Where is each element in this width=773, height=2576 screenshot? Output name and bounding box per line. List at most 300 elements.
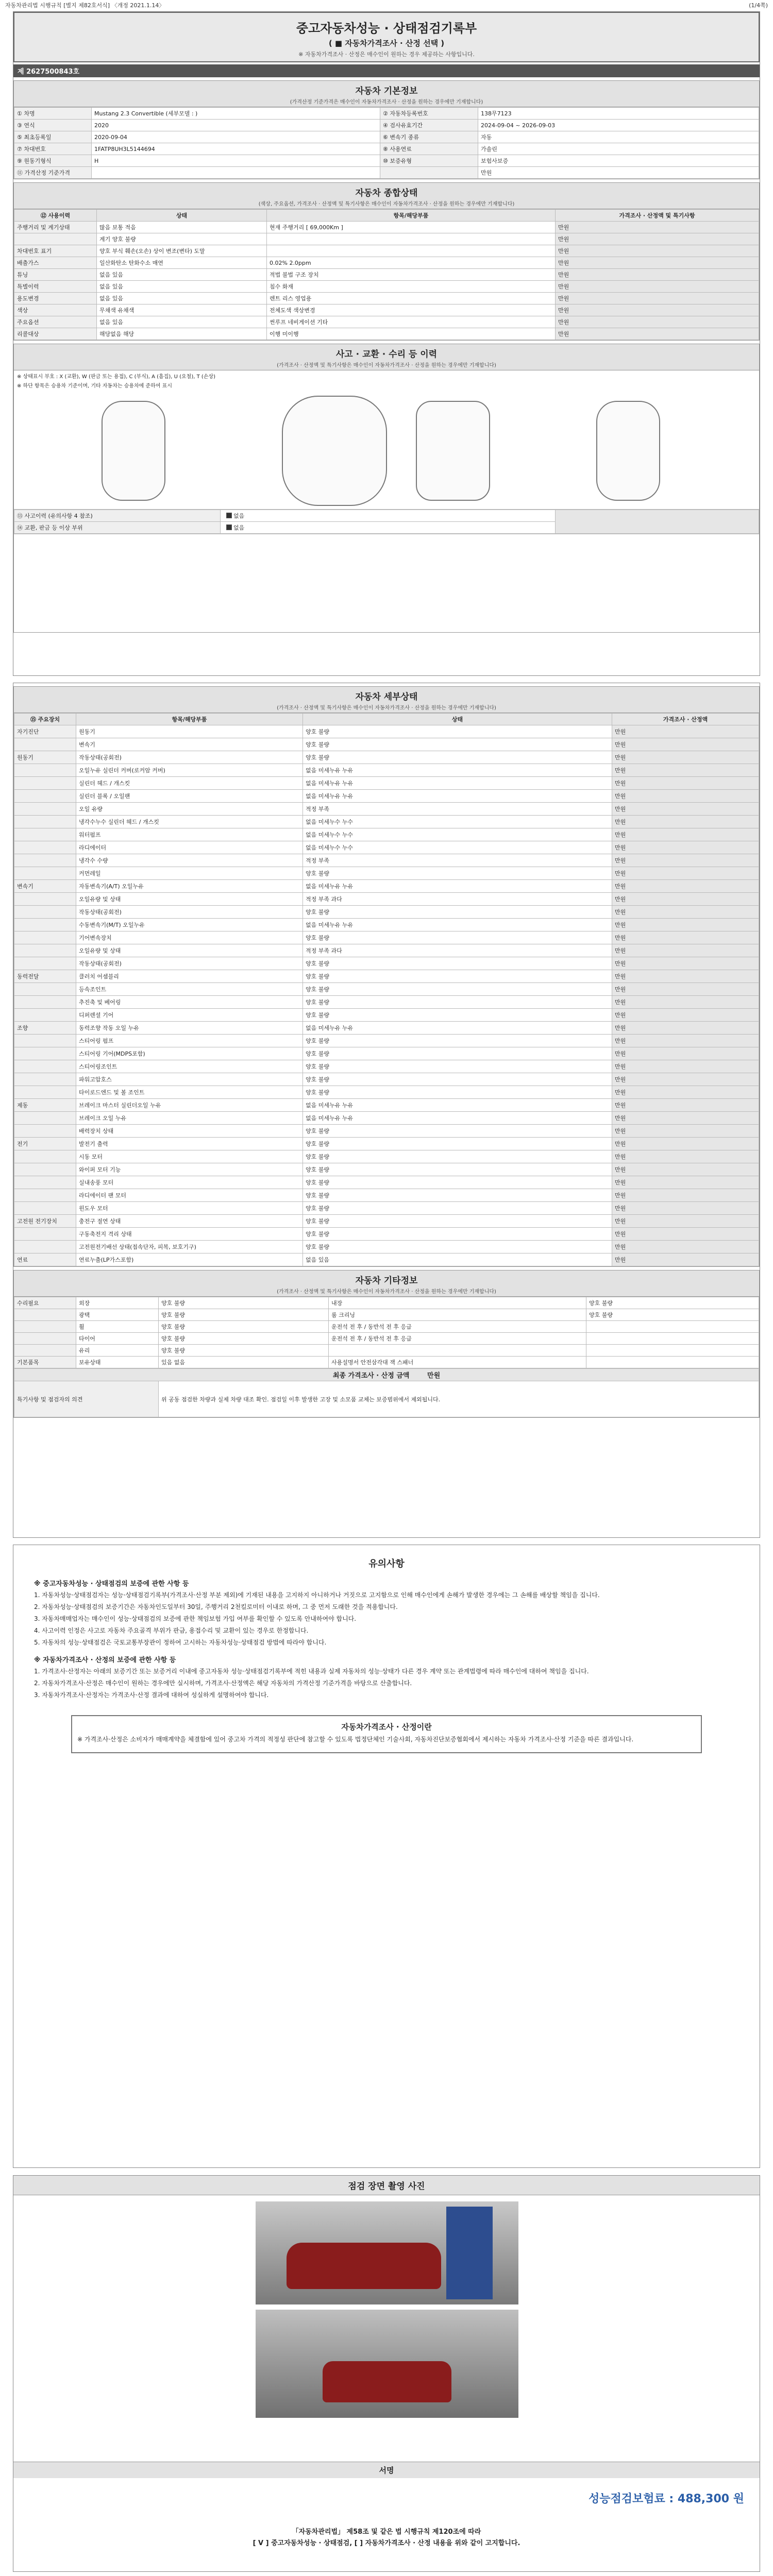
basic-info-row [14,131,759,143]
detail-cell: 만원 [612,919,759,931]
accident-history-label: ⑬ 사고이력 (유의사항 4 참조) [14,510,221,522]
detail-cell: 양호 불량 [303,867,612,880]
note-item: 5. 자동차의 성능·상태점검은 국토교통부장관이 정하여 고시하는 자동차성능·상태점검 방법에 따라야 합니다. [34,1639,327,1646]
summary-cell: 리콜대상 [14,328,97,340]
rear-inspection-photo [256,2310,518,2418]
page-2 [13,683,760,1538]
summary-header: 상태 [97,210,267,222]
detail-cell [14,828,76,841]
detail-cell: 윈도우 모터 [76,1202,303,1215]
other-cell: 광택 [76,1309,159,1321]
detail-cell [14,1202,76,1215]
detail-row [14,1176,759,1189]
detail-row [14,983,759,996]
other-row [14,1321,759,1333]
detail-cell: 만원 [612,841,759,854]
detail-cell: 만원 [612,957,759,970]
detail-cell: 스티어링 기어(MDPS포함) [76,1047,303,1060]
detail-cell: 만원 [612,751,759,764]
detail-cell: 양호 불량 [303,931,612,944]
document-number: 제 2627500843호 [13,64,760,77]
basic-info-cell: ① 차명 [14,108,92,120]
basic-info-row [14,143,759,155]
summary-cell: 해당없음 해당 [97,328,267,340]
summary-cell: 주행거리 및 계기상태 [14,222,97,233]
other-cell: 내장 [329,1297,586,1309]
detail-cell: 제동 [14,1099,76,1112]
detail-cell: 디퍼렌셜 기어 [76,1009,303,1022]
detail-row [14,1022,759,1035]
basic-info-cell: ⑤ 최초등록일 [14,131,92,143]
summary-cell: 만원 [556,293,759,304]
form-header-left: 자동차관리법 시행규칙 [별지 제82호서식] 〈개정 2021.1.14〉 [5,2,165,9]
detail-cell: 변속기 [76,738,303,751]
detail-cell [14,1176,76,1189]
detail-cell: 라디에이터 [76,841,303,854]
page-indicator: (1/4쪽) [749,2,768,9]
detail-row [14,1138,759,1150]
note-item: 1. 가격조사·산정자는 아래의 보증기간 또는 보증거리 이내에 중고자동차 성능·상태점검기록부에 적힌 내용과 실제 자동차의 성능·상태가 다른 경우 계약 또는 관계법령에 따라 매수인에 대하여 책임을 집니다. [34,1668,589,1675]
page-3 [13,1545,760,2168]
detail-cell: 없음 미세누유 누유 [303,1022,612,1035]
summary-header: 가격조사 · 산정액 및 특기사항 [556,210,759,222]
detail-cell: 양호 불량 [303,1202,612,1215]
detail-cell [14,996,76,1009]
document-title: 중고자동차성능 · 상태점검기록부 [296,21,477,36]
other-cell: 외장 [76,1297,159,1309]
detail-cell: 양호 불량 [303,1035,612,1047]
detail-cell [14,816,76,828]
detail-cell: 만원 [612,1060,759,1073]
other-cell [586,1333,759,1345]
summary-cell: 만원 [556,269,759,281]
summary-cell: 양호 부식 훼손(오손) 상이 변조(변타) 도말 [97,245,267,257]
detail-cell: 작동상태(공회전) [76,751,303,764]
detail-cell: 양호 불량 [303,1060,612,1073]
other-cell: 양호 불량 [586,1297,759,1309]
detail-cell [14,931,76,944]
detail-cell: 적정 부족 [303,803,612,816]
summary-row [14,269,759,281]
summary-cell: 용도변경 [14,293,97,304]
other-cell [14,1345,76,1357]
detail-cell [14,1228,76,1241]
detail-cell: 만원 [612,790,759,803]
detail-row [14,841,759,854]
summary-row [14,328,759,340]
summary-cell: 만원 [556,233,759,245]
summary-cell: 0.02% 2.0ppm [267,257,556,269]
detail-cell: 양호 불량 [303,751,612,764]
detail-row [14,957,759,970]
detail-cell: 자기진단 [14,725,76,738]
detail-cell: 조향 [14,1022,76,1035]
summary-row [14,316,759,328]
summary-cell: 없음 있음 [97,281,267,293]
detail-cell [14,1150,76,1163]
detail-cell: 만원 [612,1150,759,1163]
detail-row [14,764,759,777]
detail-cell: 만원 [612,867,759,880]
detail-row [14,1215,759,1228]
detail-cell: 양호 불량 [303,983,612,996]
price-info-box-title: 자동차가격조사 · 산정이란 [341,1722,432,1732]
detail-row [14,1099,759,1112]
detail-row [14,1073,759,1086]
detail-cell [14,893,76,906]
detail-row [14,880,759,893]
detail-cell: 없음 미세누유 누유 [303,777,612,790]
page-4 [13,2175,760,2572]
summary-cell [267,245,556,257]
detail-cell: 만원 [612,996,759,1009]
summary-cell: 없음 있음 [97,293,267,304]
detail-cell: 자동변속기(A/T) 오일누유 [76,880,303,893]
summary-cell: 이행 미이행 [267,328,556,340]
car-side-right-diagram [596,401,660,501]
detail-cell: 양호 불량 [303,1163,612,1176]
basic-info-title: 자동차 기본정보 [355,86,418,96]
detail-cell: 만원 [612,931,759,944]
detail-cell: 양호 불량 [303,1125,612,1138]
detail-cell: 워터펌프 [76,828,303,841]
summary-cell: 없음 있음 [97,269,267,281]
summary-cell: 적법 불법 구조 장치 [267,269,556,281]
detail-cell: 만원 [612,1022,759,1035]
detail-cell: 구동축전지 격리 상태 [76,1228,303,1241]
detail-cell: 적정 부족 [303,854,612,867]
detail-cell: 파워고압호스 [76,1073,303,1086]
detail-header: 항목/해당부품 [76,714,303,725]
detail-row [14,1009,759,1022]
detail-header: ⑮ 주요장치 [14,714,76,725]
basic-info-section [13,80,760,179]
detail-cell: 고전원 전기장치 [14,1215,76,1228]
detail-cell: 없음 미세누수 누수 [303,816,612,828]
detail-cell: 만원 [612,1009,759,1022]
detail-cell: 등속조인트 [76,983,303,996]
detail-row [14,1202,759,1215]
other-cell: 기본품목 [14,1357,76,1368]
other-cell: 운전석 전 후 / 동반석 전 후 응급 [329,1333,586,1345]
basic-info-cell: ⑨ 원동기형식 [14,155,92,167]
basic-info-table [14,107,759,179]
summary-cell: 색상 [14,304,97,316]
other-title: 자동차 기타정보 [355,1276,418,1286]
summary-cell: 현재 주행거리 [ 69,000Km ] [267,222,556,233]
detail-cell: 기어변속장치 [76,931,303,944]
price-info-box-text: ※ 가격조사·산정은 소비자가 매매계약을 체결함에 있어 중고차 가격의 적정성 판단에 참고할 수 있도록 법정단체인 기술사회, 자동차진단보증협회에서 제시하는 자동차 가격조사·산정 기준을 따른 결과입니다. [77,1736,634,1743]
detail-cell: 양호 불량 [303,1150,612,1163]
other-cell: 수리필요 [14,1297,76,1309]
detail-cell: 적정 부족 과다 [303,944,612,957]
detail-cell: 오일유량 및 상태 [76,944,303,957]
detail-cell: 없음 미세누유 누유 [303,880,612,893]
detail-cell: 만원 [612,854,759,867]
other-cell [14,1333,76,1345]
other-cell: 룸 크리닝 [329,1309,586,1321]
summary-cell: 차대번호 표기 [14,245,97,257]
other-cell: 양호 불량 [159,1333,329,1345]
detail-cell: 양호 불량 [303,1176,612,1189]
other-note: (가격조사 · 산정액 및 특기사항은 매수인이 자동차가격조사 · 산정을 원하는 경우에만 기재합니다) [277,1289,496,1295]
accident-history-value: 없음 [221,510,556,522]
detail-cell: 만원 [612,777,759,790]
detail-cell: 없음 있음 [303,1253,612,1266]
detail-row [14,919,759,931]
other-cell: 양호 불량 [159,1309,329,1321]
form-header [5,1,768,9]
document-subtitle: ( ■ 자동차가격조사 · 산정 선택 ) [328,39,445,48]
car-top-diagram [282,396,387,506]
other-cell: 양호 불량 [159,1321,329,1333]
detail-cell: 고전원전기배선 상태(접속단자, 피복, 보호기구) [76,1241,303,1253]
note-item: 3. 자동차가격조사·산정자는 가격조사·산정 결과에 대하여 성실하게 설명하여야 합니다. [34,1691,269,1699]
detail-cell: 만원 [612,816,759,828]
detail-title: 자동차 세부상태 [355,692,418,702]
detail-cell: 만원 [612,725,759,738]
detail-cell: 만원 [612,1163,759,1176]
other-cell [14,1321,76,1333]
summary-cell: 만원 [556,281,759,293]
other-cell: 양호 불량 [586,1309,759,1321]
detail-cell [14,841,76,854]
basic-info-cell: ③ 연식 [14,120,92,131]
detail-cell: 양호 불량 [303,1086,612,1099]
detail-cell: 작동상태(공회전) [76,957,303,970]
notes-heading-2: ※ 자동차가격조사 · 산정의 보증에 관한 사항 등 [34,1656,176,1664]
detail-row [14,1189,759,1202]
detail-cell: 만원 [612,1253,759,1266]
detail-cell: 양호 불량 [303,1073,612,1086]
detail-row [14,944,759,957]
detail-cell: 만원 [612,1241,759,1253]
other-cell: 타이어 [76,1333,159,1345]
detail-row [14,1150,759,1163]
detail-cell [14,777,76,790]
summary-cell: 무채색 유채색 [97,304,267,316]
notes-list-2 [34,1667,739,1700]
detail-cell: 동력전달 [14,970,76,983]
summary-cell: 만원 [556,304,759,316]
detail-cell: 타이로드엔드 및 볼 조인트 [76,1086,303,1099]
other-cell: 양호 불량 [159,1297,329,1309]
detail-row [14,1125,759,1138]
other-cell [586,1345,759,1357]
other-cell: 휠 [76,1321,159,1333]
detail-cell: 수동변속기(M/T) 오일누유 [76,919,303,931]
detail-cell: 만원 [612,1047,759,1060]
other-cell [586,1357,759,1368]
detail-cell [14,1125,76,1138]
detail-cell: 실내송풍 모터 [76,1176,303,1189]
detail-note: (가격조사 · 산정액 및 특기사항은 매수인이 자동차가격조사 · 산정을 원하는 경우에만 기재합니다) [277,705,496,711]
detail-row [14,1060,759,1073]
photo-heading: 점검 장면 촬영 사진 [13,2176,760,2195]
basic-info-cell: 2024-09-04 ~ 2026-09-03 [478,120,759,131]
detail-row [14,777,759,790]
summary-cell [14,233,97,245]
detail-cell [14,867,76,880]
detail-row [14,803,759,816]
summary-cell: 배출가스 [14,257,97,269]
detail-row [14,893,759,906]
note-item: 2. 자동차가격조사·산정은 매수인이 원하는 경우에만 실시하며, 가격조사·산정액은 해당 자동차의 가격산정 기준가격을 바탕으로 산출합니다. [34,1680,412,1687]
basic-info-cell: ④ 검사유효기간 [380,120,478,131]
note-item: 1. 자동차성능·상태점검자는 성능·상태점검기록부(가격조사·산정 부분 제외)에 기재된 내용을 고지하지 아니하거나 거짓으로 고지함으로 인해 매수인에게 손해가 발생한 경우에는 그 손해를 배상할 책임을 집니다. [34,1591,600,1599]
detail-cell: 연료누출(LP가스포함) [76,1253,303,1266]
final-price-table [14,1368,759,1417]
repair-parts-label: ⑭ 교환, 판금 등 이상 부위 [14,522,221,534]
summary-cell: 계기 양호 불량 [97,233,267,245]
detail-cell: 실린더 헤드 / 개스킷 [76,777,303,790]
detail-cell: 오일 유량 [76,803,303,816]
detail-cell: 없음 미세누수 누수 [303,841,612,854]
detail-row [14,816,759,828]
accident-note: (가격조사 · 산정액 및 특기사항은 매수인이 자동차가격조사 · 산정을 원하는 경우에만 기재합니다) [277,363,496,368]
detail-cell: 양호 불량 [303,738,612,751]
detail-cell: 시동 모터 [76,1150,303,1163]
detail-cell [14,1035,76,1047]
summary-row [14,281,759,293]
detail-cell: 만원 [612,1073,759,1086]
detail-row [14,931,759,944]
repair-parts-value: 없음 [221,522,556,534]
summary-row [14,233,759,245]
page-1 [13,11,760,676]
detail-cell [14,738,76,751]
detail-cell: 없음 미세누유 누유 [303,919,612,931]
detail-cell [14,1073,76,1086]
detail-cell: 만원 [612,944,759,957]
detail-cell: 커먼레일 [76,867,303,880]
basic-info-row [14,155,759,167]
summary-cell: 주요옵션 [14,316,97,328]
basic-info-cell: 138무7123 [478,108,759,120]
notes-heading-1: ※ 중고자동차성능 · 상태점검의 보증에 관한 사항 등 [34,1580,189,1588]
summary-cell: 특별이력 [14,281,97,293]
detail-row [14,1163,759,1176]
detail-cell: 발전기 출력 [76,1138,303,1150]
note-item: 2. 자동차성능·상태점검의 보증기간은 자동차인도일부터 30일, 주행거리 2천킬로미터 이내로 하며, 그 중 먼저 도래한 것을 적용합니다. [34,1603,398,1611]
accident-table [14,510,759,534]
detail-cell: 원동기 [14,751,76,764]
other-cell [329,1345,586,1357]
basic-info-cell: 자동 [478,131,759,143]
summary-row [14,222,759,233]
detail-cell: 만원 [612,1138,759,1150]
detail-cell [14,854,76,867]
other-cell: 운전석 전 후 / 동반석 전 후 응급 [329,1321,586,1333]
remarks-label: 특기사항 및 점검자의 의견 [14,1381,159,1417]
detail-cell: 스티어링조인트 [76,1060,303,1073]
detail-cell: 양호 불량 [303,1138,612,1150]
other-cell: 보유상태 [76,1357,159,1368]
detail-cell: 만원 [612,764,759,777]
detail-cell: 양호 불량 [303,996,612,1009]
other-row [14,1357,759,1368]
basic-info-cell: ⑦ 차대번호 [14,143,92,155]
other-cell: 사용설명서 안전삼각대 잭 스패너 [329,1357,586,1368]
detail-cell: 양호 불량 [303,1047,612,1060]
summary-cell: 일산화탄소 탄화수소 매연 [97,257,267,269]
detail-cell: 냉각수 수량 [76,854,303,867]
detail-table [14,713,759,1266]
basic-info-cell: ⑥ 변속기 종류 [380,131,478,143]
detail-row [14,790,759,803]
footer-line-2: [ V ] 중고자동차성능 · 상태점검, [ ] 자동차가격조사 · 산정 내용을 위와 같이 고지합니다. [253,2539,520,2547]
summary-cell: 많음 보통 적음 [97,222,267,233]
summary-row [14,257,759,269]
other-row [14,1345,759,1357]
detail-cell: 전기 [14,1138,76,1150]
basic-info-cell: 가솔린 [478,143,759,155]
other-table [14,1297,759,1368]
detail-cell: 만원 [612,1202,759,1215]
detail-cell: 만원 [612,803,759,816]
detail-cell: 만원 [612,983,759,996]
detail-cell: 없음 미세누유 누유 [303,764,612,777]
insurance-price: 성능점검보험료 : 488,300 원 [589,2493,744,2505]
detail-row [14,1047,759,1060]
detail-row [14,867,759,880]
other-cell: 양호 불량 [159,1345,329,1357]
basic-info-cell: 만원 [478,167,759,179]
detail-cell: 만원 [612,1112,759,1125]
summary-cell: 썬루프 네비게이션 기타 [267,316,556,328]
basic-info-cell: 2020 [92,120,380,131]
other-cell [586,1321,759,1333]
detail-cell [14,983,76,996]
note-item: 4. 사고이력 인정은 사고로 자동차 주요골격 부위가 판금, 용접수리 및 교환이 있는 경우로 한정합니다. [34,1627,309,1634]
other-cell: 유리 [76,1345,159,1357]
detail-cell: 만원 [612,738,759,751]
other-cell: 있음 없음 [159,1357,329,1368]
summary-cell: 없음 있음 [97,316,267,328]
summary-title: 자동차 종합상태 [355,188,418,198]
final-price-title: 최종 가격조사 · 산정 금액 [332,1372,410,1380]
detail-cell: 브레이크 마스터 실린더오일 누유 [76,1099,303,1112]
title-box [13,12,760,62]
basic-info-cell: Mustang 2.3 Convertible (세부모델 : ) [92,108,380,120]
summary-cell: 만원 [556,245,759,257]
detail-cell: 만원 [612,1086,759,1099]
detail-cell: 양호 불량 [303,957,612,970]
detail-cell: 원동기 [76,725,303,738]
other-section [13,1270,760,1418]
detail-cell: 만원 [612,906,759,919]
detail-cell: 만원 [612,1215,759,1228]
summary-section [13,182,760,341]
detail-cell: 만원 [612,1125,759,1138]
detail-cell [14,1086,76,1099]
detail-cell [14,790,76,803]
sign-heading: 서명 [13,2462,760,2478]
summary-cell: 침수 화재 [267,281,556,293]
detail-cell [14,1009,76,1022]
basic-info-row [14,120,759,131]
detail-cell: 만원 [612,828,759,841]
detail-cell [14,1060,76,1073]
detail-cell [14,1241,76,1253]
basic-info-row [14,108,759,120]
basic-info-row [14,167,759,179]
detail-row [14,996,759,1009]
detail-cell [14,1163,76,1176]
summary-row [14,304,759,316]
detail-cell: 만원 [612,1176,759,1189]
detail-cell: 양호 불량 [303,1215,612,1228]
